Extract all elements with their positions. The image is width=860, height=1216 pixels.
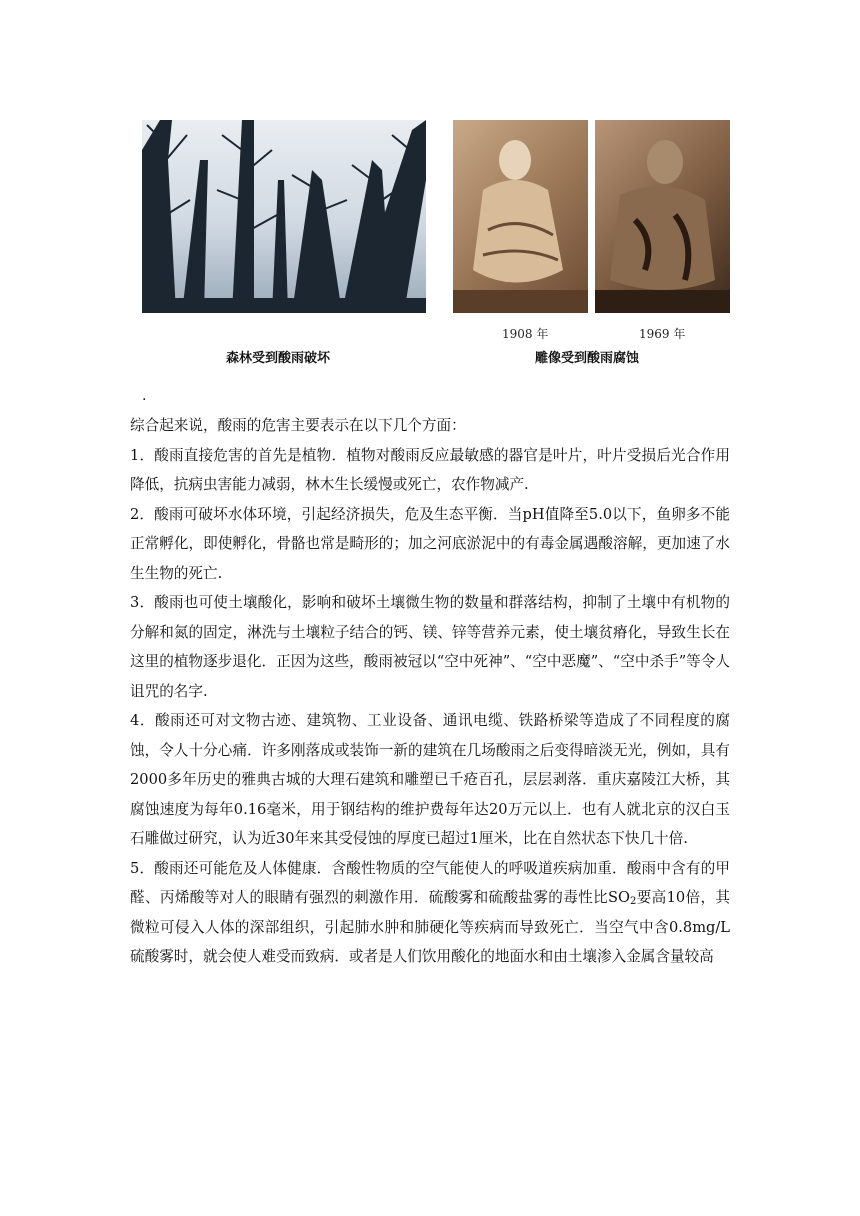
point-2-paragraph: 2．酸雨可破坏水体环境，引起经济损失，危及生态平衡．当pH值降至5.0以下，鱼卵多不能正常孵化，即使孵化，骨骼也常是畸形的；加之河底淤泥中的有毒金属遇酸溶解，更加速了水生生物的死亡. <box>130 505 730 582</box>
point-4-paragraph: 4．酸雨还可对文物古迹、建筑物、工业设备、通讯电缆、铁路桥梁等造成了不同程度的腐蚀，令人十分心痛．许多刚落成或装饰一新的建筑在几场酸雨之后变得暗淡无光，例如，具有2000多年历史的雅典古城的大理石建筑和雕塑已千疮百孔，层层剥落．重庆嘉陵江大桥，其腐蚀速度为每年0.16毫米，用于钢结构的维护费每年达20万元以上．也有人就北京的汉白玉石雕做过研究，认为近30年来其受侵蚀的厚度已超过1厘米，比在自然状态下快几十倍. <box>130 712 730 847</box>
point-1-paragraph: 1．酸雨直接危害的首先是植物．植物对酸雨反应最敏感的器官是叶片，叶片受损后光合作用降低，抗病虫害能力减弱，林木生长缓慢或死亡，农作物减产. <box>130 446 730 493</box>
point-5-text-after: 要高10倍，其微粒可侵入人体的深部组织，引起肺水肿和肺硬化等疾病而导致死亡．当空气中含0.8mg/L硫酸雾时，就会使人难受而致病．或者是人们饮用酸化的地面水和由土壤渗入金属含量较高 <box>130 889 730 965</box>
intro-paragraph: 综合起来说，酸雨的危害主要表示在以下几个方面： <box>130 417 466 434</box>
forest-caption: 森林受到酸雨破坏 <box>226 351 331 366</box>
statue-1908-photo <box>453 120 588 313</box>
forest-trees-illustration <box>142 120 426 313</box>
statue-1969-photo <box>595 120 730 313</box>
body-text <box>130 411 730 972</box>
point-5-paragraph <box>130 854 730 972</box>
year-label-1969: 1969 年 <box>639 327 686 341</box>
statue-caption: 雕像受到酸雨腐蚀 <box>535 351 640 366</box>
year-label-1908: 1908 年 <box>502 327 549 341</box>
point-3-paragraph: 3．酸雨也可使土壤酸化，影响和破坏土壤微生物的数量和群落结构，抑制了土壤中有机物的分解和氮的固定，淋洗与土壤粒子结合的钙、镁、锌等营养元素，使土壤贫瘠化，导致生长在这里的植物逐步退化．正因为这些，酸雨被冠以“空中死神”、“空中恶魔”、“空中杀手”等令人诅咒的名字. <box>130 594 730 700</box>
point-5-text-before: 5．酸雨还可能危及人体健康．含酸性物质的空气能使人的呼吸道疾病加重．酸雨中含有的甲醛、丙烯酸等对人的眼睛有强烈的刺激作用．硫酸雾和硫酸盐雾的毒性比 <box>130 859 730 906</box>
stray-mark: . <box>142 388 147 404</box>
so2-formula: $SO_2$ <box>608 889 637 907</box>
forest-photo <box>142 120 426 313</box>
statue-photos <box>453 120 730 313</box>
